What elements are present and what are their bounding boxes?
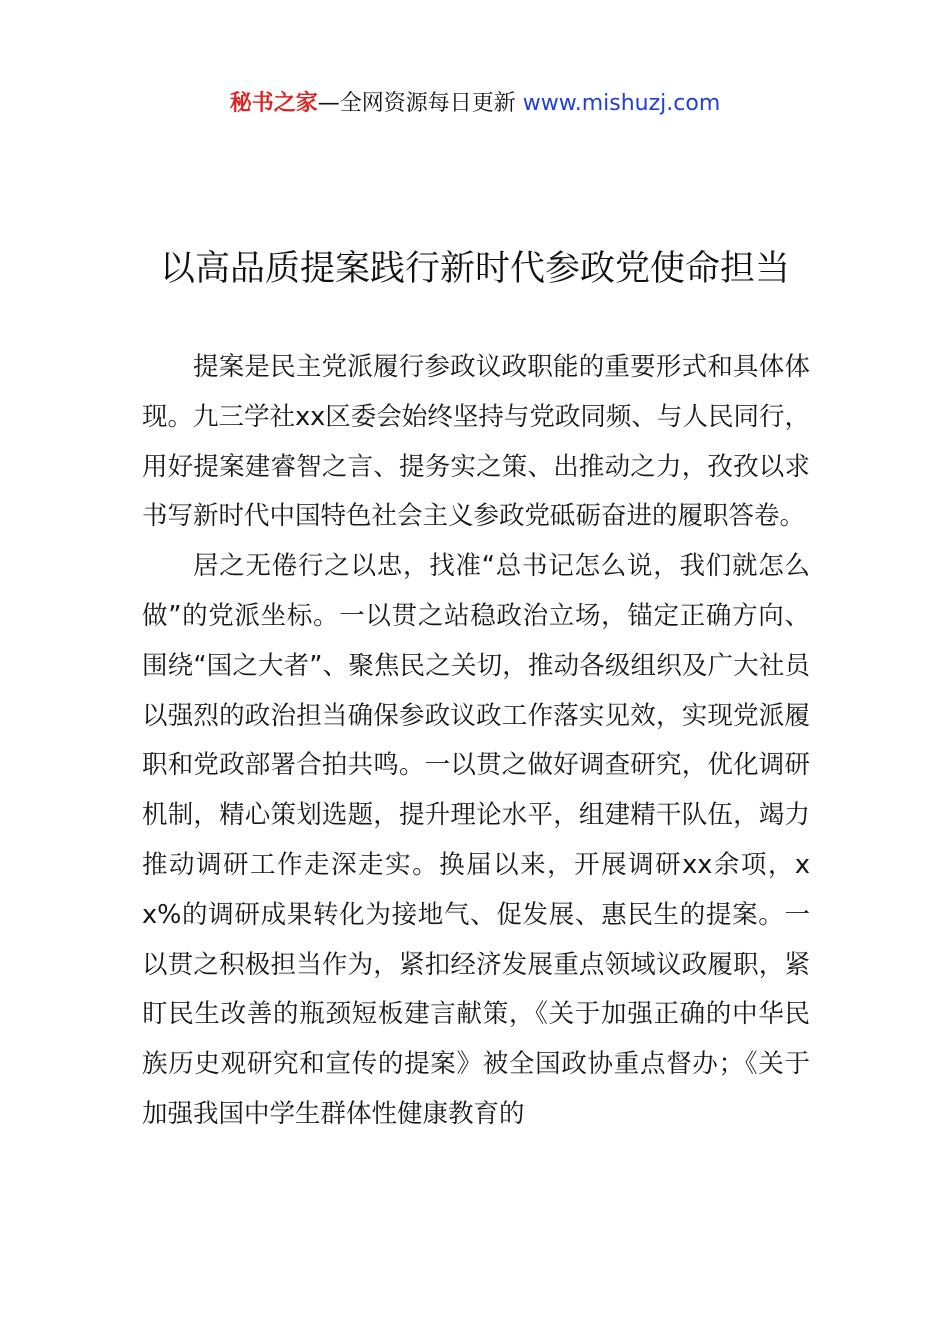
paragraph-1: 提案是民主党派履行参政议政职能的重要形式和具体体现。九三学社xx区委会始终坚持与党政同频、与人民同行，用好提案建睿智之言、提务实之策、出推动之力，孜孜以求书写新时代中国特色社会主义参政党砥砺奋进的履职答卷。	[142, 352, 810, 532]
paragraph-2: 居之无倦行之以忠，找准“总书记怎么说，我们就怎么做”的党派坐标。一以贯之站稳政治立场，锚定正确方向、围绕“国之大者”、聚焦民之关切，推动各级组织及广大社员以强烈的政治担当确保参政议政工作落实见效，实现党派履职和党政部署合拍共鸣。一以贯之做好调查研究，优化调研机制，精心策划选题，提升理论水平，组建精干队伍，竭力推动调研工作走深走实。换届以来，开展调研xx余项，xx%的调研成果转化为接地气、促发展、惠民生的提案。一以贯之积极担当作为，紧扣经济发展重点领域议政履职，紧盯民生改善的瓶颈短板建言献策，《关于加强正确的中华民族历史观研究和宣传的提案》被全国政协重点督办；《关于加强我国中学生群体性健康教育的	[142, 551, 810, 1129]
site-brand: 秘书之家	[229, 91, 318, 116]
site-tagline: —全网资源每日更新	[317, 91, 523, 116]
site-url-link[interactable]: www.mishuzj.com	[522, 91, 721, 116]
document-body	[142, 343, 810, 1140]
site-header	[0, 88, 950, 120]
document-title: 以高品质提案践行新时代参政党使命担当	[159, 249, 790, 289]
